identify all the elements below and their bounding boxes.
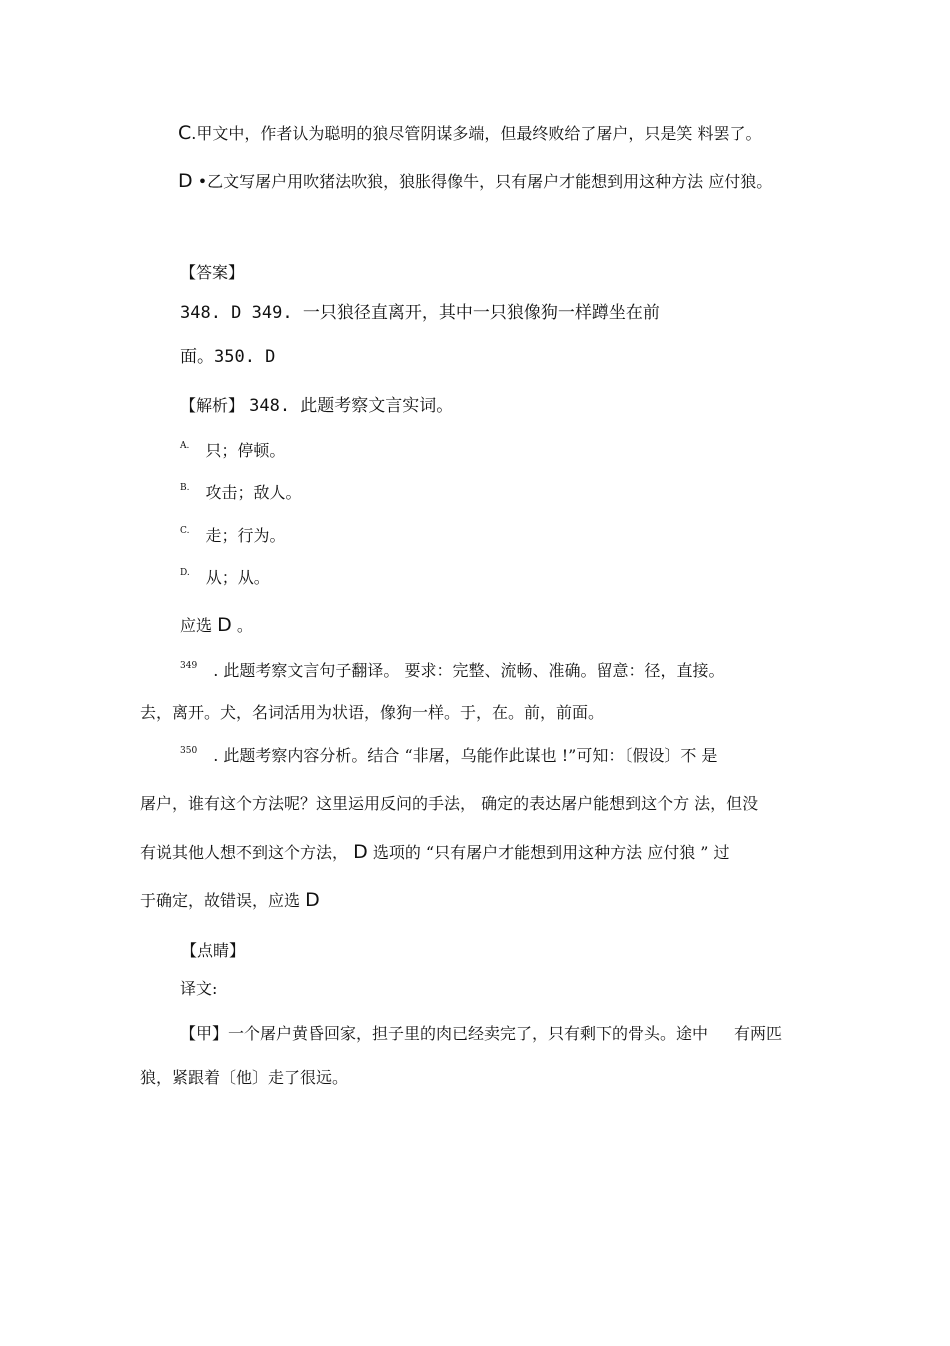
q350-line-3-start: 有说其他人想不到这个方法， xyxy=(140,843,349,862)
choose-line xyxy=(180,614,253,637)
q350-line-4 xyxy=(140,889,320,912)
jia-line-2: 狼，紧跟着〔他〕走了很远。 xyxy=(140,1068,349,1087)
q349-text: . 此题考察文言句子翻译。 要求：完整、流畅、准确。留意：径，直接。 xyxy=(213,661,725,680)
analysis-heading: 【解析】 xyxy=(180,396,245,415)
q350-line-1 xyxy=(180,745,717,770)
option-c-letter: C xyxy=(178,122,192,144)
analysis-intro-text: 348. 此题考察文言实词。 xyxy=(249,396,454,416)
list-item-label: C. xyxy=(180,526,190,536)
list-item-label: D. xyxy=(180,568,190,578)
q350-line-3-end: 选项的 “只有屠户才能想到用这种方法 应付狼 ” 过 xyxy=(372,843,730,862)
q350-line-3-letter: D xyxy=(353,841,368,863)
answer-line-1: 348. D 349. 一只狼径直离开，其中一只狼像狗一样蹲坐在前 xyxy=(180,303,660,323)
list-item xyxy=(180,567,270,592)
list-item-label: B. xyxy=(180,483,190,493)
list-item xyxy=(180,482,302,507)
jia-line-1-text: 一个屠户黄昏回家，担子里的肉已经卖完了，只有剩下的骨头。途中 xyxy=(228,1024,709,1043)
choose-end: 。 xyxy=(236,616,253,635)
list-item-text: 攻击；敌人。 xyxy=(205,483,302,502)
list-item xyxy=(180,525,285,550)
translation-label: 译文: xyxy=(180,979,218,998)
answer-line-2: 面。350. D xyxy=(180,347,276,367)
q350-line-4-letter: D xyxy=(305,889,320,911)
option-d xyxy=(178,170,772,193)
list-item-text: 从；从。 xyxy=(205,568,270,587)
q349-line-2: 去，离开。犬，名词活用为状语，像狗一样。于，在。前，前面。 xyxy=(140,703,605,722)
analysis-intro xyxy=(180,395,453,417)
q350-line-4-text: 于确定，故错误，应选 xyxy=(140,891,301,910)
list-item-label: A. xyxy=(180,441,190,451)
choose-letter: D xyxy=(217,614,232,636)
q350-line-3 xyxy=(140,841,730,864)
dianjing-heading: 【点睛】 xyxy=(181,941,246,960)
answer-heading: 【答案】 xyxy=(180,263,245,282)
q349-number: 349 xyxy=(180,661,198,671)
q350-line-2: 屠户，谁有这个方法呢？这里运用反问的手法， 确定的表达屠户能想到这个方 法，但没 xyxy=(140,794,759,813)
list-item-text: 只；停顿。 xyxy=(205,441,286,460)
list-item-text: 走；行为。 xyxy=(205,526,286,545)
q350-text: . 此题考察内容分析。结合 “非屠，乌能作此谋也 !”可知：〔假设〕不 是 xyxy=(213,746,718,765)
q350-number: 350 xyxy=(180,746,198,756)
option-d-text: •乙文写屠户用吹猪法吹狼，狼胀得像牛，只有屠户才能想到用这种方法 应付狼。 xyxy=(197,172,773,191)
option-d-letter: D xyxy=(178,170,193,192)
jia-line-1-end: 有两匹 xyxy=(734,1024,783,1043)
jia-line-1 xyxy=(180,1023,782,1045)
option-c xyxy=(178,122,761,145)
q349-line-1 xyxy=(180,660,724,685)
option-c-text: .甲文中，作者认为聪明的狼尽管阴谋多端，但最终败给了屠户，只是笑 料罢了。 xyxy=(191,124,762,143)
choose-text: 应选 xyxy=(180,616,213,635)
jia-label: 【甲】 xyxy=(180,1024,229,1043)
list-item xyxy=(180,440,285,465)
